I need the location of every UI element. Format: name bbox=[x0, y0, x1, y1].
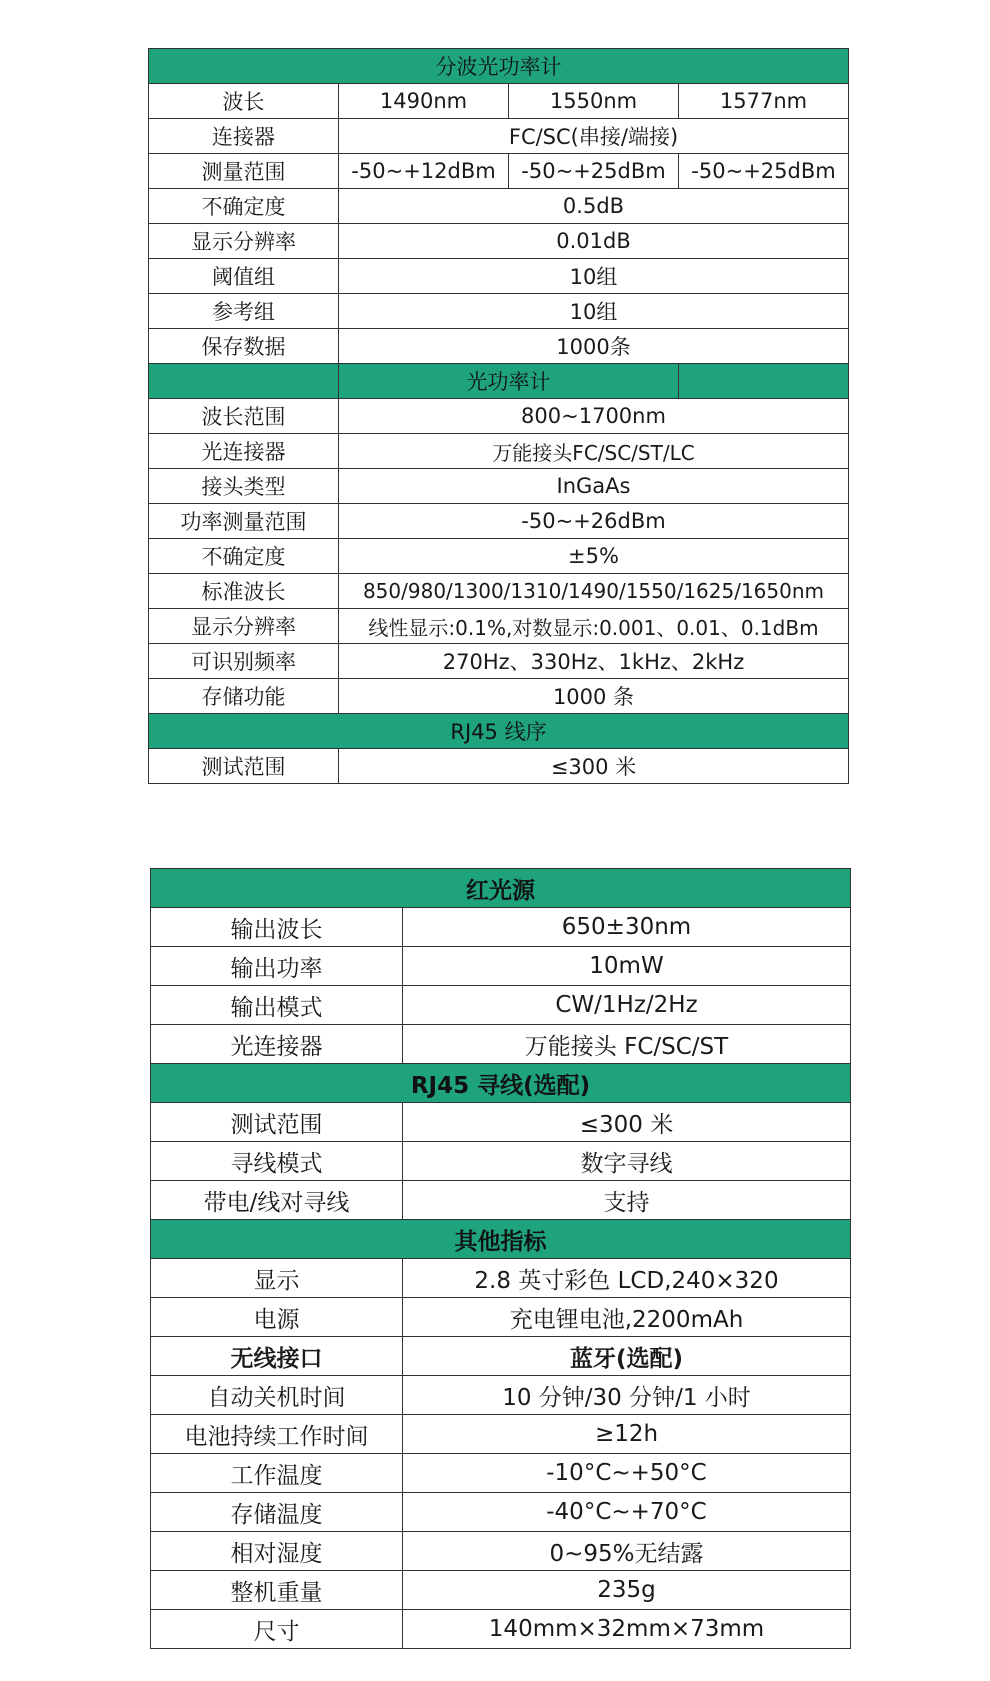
table-row bbox=[149, 469, 849, 504]
section-header-row bbox=[151, 1064, 851, 1103]
row-value: 1000条 bbox=[339, 329, 849, 364]
row-label: 尺寸 bbox=[151, 1610, 403, 1649]
section-title: 分波光功率计 bbox=[149, 49, 849, 84]
table-row bbox=[149, 84, 849, 119]
table-row bbox=[149, 189, 849, 224]
table-row bbox=[149, 434, 849, 469]
table-row bbox=[149, 749, 849, 784]
row-value: 线性显示:0.1%,对数显示:0.001、0.01、0.1dBm bbox=[339, 609, 849, 644]
row-value: 0~95%无结露 bbox=[403, 1532, 851, 1571]
row-label: 寻线模式 bbox=[151, 1142, 403, 1181]
row-value: ±5% bbox=[339, 539, 849, 574]
row-value: 0.01dB bbox=[339, 224, 849, 259]
row-label: 标准波长 bbox=[149, 574, 339, 609]
row-label: 光连接器 bbox=[149, 434, 339, 469]
row-label: 输出波长 bbox=[151, 908, 403, 947]
row-value: 10 分钟/30 分钟/1 小时 bbox=[403, 1376, 851, 1415]
row-label: 无线接口 bbox=[151, 1337, 403, 1376]
row-value: 2.8 英寸彩色 LCD,240×320 bbox=[403, 1259, 851, 1298]
row-label: 工作温度 bbox=[151, 1454, 403, 1493]
row-value: 1490nm bbox=[339, 84, 509, 119]
row-value: 蓝牙(选配) bbox=[403, 1337, 851, 1376]
section-title: 红光源 bbox=[151, 869, 851, 908]
row-value: 支持 bbox=[403, 1181, 851, 1220]
table-row bbox=[151, 1493, 851, 1532]
row-label: 整机重量 bbox=[151, 1571, 403, 1610]
row-value: InGaAs bbox=[339, 469, 849, 504]
section-header-row bbox=[151, 1220, 851, 1259]
table-row bbox=[151, 947, 851, 986]
row-value: ≤300 米 bbox=[339, 749, 849, 784]
table-row bbox=[149, 399, 849, 434]
spec-table-red-light bbox=[150, 868, 851, 1649]
table-row bbox=[149, 539, 849, 574]
row-value: 800~1700nm bbox=[339, 399, 849, 434]
table-row bbox=[151, 1103, 851, 1142]
table-row bbox=[151, 1025, 851, 1064]
table-row bbox=[151, 1454, 851, 1493]
row-label: 自动关机时间 bbox=[151, 1376, 403, 1415]
row-value: 1550nm bbox=[509, 84, 679, 119]
table-row bbox=[149, 224, 849, 259]
row-label: 光连接器 bbox=[151, 1025, 403, 1064]
row-label: 功率测量范围 bbox=[149, 504, 339, 539]
row-label: 不确定度 bbox=[149, 189, 339, 224]
row-label: 测试范围 bbox=[149, 749, 339, 784]
row-value: -10°C~+50°C bbox=[403, 1454, 851, 1493]
table-row bbox=[149, 329, 849, 364]
row-value: ≥12h bbox=[403, 1415, 851, 1454]
row-label: 连接器 bbox=[149, 119, 339, 154]
row-value: 0.5dB bbox=[339, 189, 849, 224]
row-label: 测量范围 bbox=[149, 154, 339, 189]
row-value: 10组 bbox=[339, 259, 849, 294]
row-label: 阈值组 bbox=[149, 259, 339, 294]
row-value: CW/1Hz/2Hz bbox=[403, 986, 851, 1025]
table-row bbox=[149, 644, 849, 679]
table-row bbox=[151, 1142, 851, 1181]
row-value: 充电锂电池,2200mAh bbox=[403, 1298, 851, 1337]
row-value: -50~+12dBm bbox=[339, 154, 509, 189]
table-row bbox=[151, 1298, 851, 1337]
row-label: 不确定度 bbox=[149, 539, 339, 574]
table-row bbox=[149, 259, 849, 294]
table-row bbox=[149, 119, 849, 154]
row-value: 万能接头 FC/SC/ST bbox=[403, 1025, 851, 1064]
table-row bbox=[151, 1415, 851, 1454]
row-value: 1577nm bbox=[679, 84, 849, 119]
row-label: 显示分辨率 bbox=[149, 609, 339, 644]
table-row bbox=[151, 1376, 851, 1415]
table-row bbox=[149, 679, 849, 714]
row-label: 输出模式 bbox=[151, 986, 403, 1025]
row-value: -50~+26dBm bbox=[339, 504, 849, 539]
row-value: 数字寻线 bbox=[403, 1142, 851, 1181]
table-row bbox=[151, 986, 851, 1025]
row-label: 可识别频率 bbox=[149, 644, 339, 679]
section-header-row bbox=[149, 364, 849, 399]
table-row bbox=[151, 1532, 851, 1571]
row-value: 10组 bbox=[339, 294, 849, 329]
row-value: 1000 条 bbox=[339, 679, 849, 714]
table-row bbox=[149, 504, 849, 539]
row-label: 显示分辨率 bbox=[149, 224, 339, 259]
table-row bbox=[151, 1610, 851, 1649]
table-row bbox=[149, 154, 849, 189]
table-row bbox=[149, 294, 849, 329]
row-label: 存储温度 bbox=[151, 1493, 403, 1532]
section-header-row bbox=[149, 49, 849, 84]
row-value: 850/980/1300/1310/1490/1550/1625/1650nm bbox=[339, 574, 849, 609]
row-value: ≤300 米 bbox=[403, 1103, 851, 1142]
section-spacer-cell bbox=[679, 364, 849, 399]
spec-table-optical-power bbox=[148, 48, 849, 784]
section-title: 光功率计 bbox=[339, 364, 679, 399]
row-label: 接头类型 bbox=[149, 469, 339, 504]
table-row bbox=[149, 609, 849, 644]
row-label: 波长范围 bbox=[149, 399, 339, 434]
section-title: RJ45 寻线(选配) bbox=[151, 1064, 851, 1103]
row-label: 参考组 bbox=[149, 294, 339, 329]
row-label: 显示 bbox=[151, 1259, 403, 1298]
row-value: 万能接头FC/SC/ST/LC bbox=[339, 434, 849, 469]
section-header-row bbox=[151, 869, 851, 908]
row-value: 270Hz、330Hz、1kHz、2kHz bbox=[339, 644, 849, 679]
row-label: 电池持续工作时间 bbox=[151, 1415, 403, 1454]
row-label: 存储功能 bbox=[149, 679, 339, 714]
row-value: 650±30nm bbox=[403, 908, 851, 947]
section-title: RJ45 线序 bbox=[149, 714, 849, 749]
row-label: 波长 bbox=[149, 84, 339, 119]
row-label: 带电/线对寻线 bbox=[151, 1181, 403, 1220]
row-value: -50~+25dBm bbox=[509, 154, 679, 189]
section-title: 其他指标 bbox=[151, 1220, 851, 1259]
row-label: 输出功率 bbox=[151, 947, 403, 986]
section-spacer-cell bbox=[149, 364, 339, 399]
row-value: 235g bbox=[403, 1571, 851, 1610]
row-label: 电源 bbox=[151, 1298, 403, 1337]
row-value: -40°C~+70°C bbox=[403, 1493, 851, 1532]
table-row bbox=[151, 1337, 851, 1376]
row-value: FC/SC(串接/端接) bbox=[339, 119, 849, 154]
row-value: 140mm×32mm×73mm bbox=[403, 1610, 851, 1649]
table-row bbox=[151, 1571, 851, 1610]
table-row bbox=[151, 908, 851, 947]
row-label: 保存数据 bbox=[149, 329, 339, 364]
table-row bbox=[149, 574, 849, 609]
row-value: 10mW bbox=[403, 947, 851, 986]
table-row bbox=[151, 1181, 851, 1220]
section-header-row bbox=[149, 714, 849, 749]
table-row bbox=[151, 1259, 851, 1298]
row-value: -50~+25dBm bbox=[679, 154, 849, 189]
row-label: 测试范围 bbox=[151, 1103, 403, 1142]
row-label: 相对湿度 bbox=[151, 1532, 403, 1571]
